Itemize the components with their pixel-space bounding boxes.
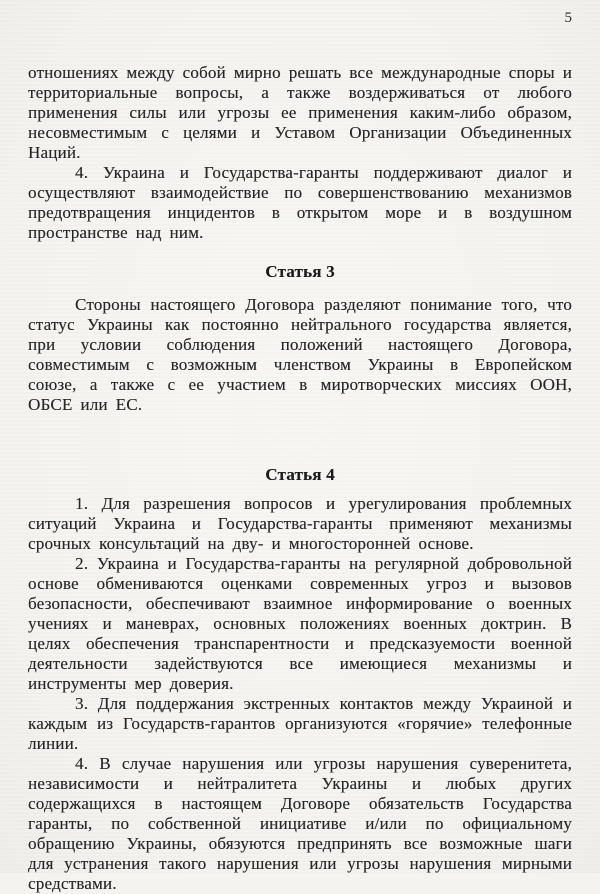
paragraph-continuation: отношениях между собой мирно решать все международные споры и территориальные вопросы, а также воздерживаться от любого применения силы или угрозы ее применения каким-либо образом, несовместимым с целями и Уставом Организации Объединенных Наций. <box>28 63 572 162</box>
article-4-heading: Статья 4 <box>265 465 335 484</box>
article-3-heading: Статья 3 <box>265 262 335 281</box>
paragraph-article4-item3: 3. Для поддержания экстренных контактов между Украиной и каждым из Государств-гарантов организуются «горячие» телефонные линии. <box>28 694 572 753</box>
paragraph-article2-item4: 4. Украина и Государства-гаранты поддерживают диалог и осуществляют взаимодействие по совершенствованию механизмов предотвращения инцидентов в открытом море и в воздушном пространстве над ним. <box>28 163 572 242</box>
paragraph-article4-item1: 1. Для разрешения вопросов и урегулирования проблемных ситуаций Украина и Государства-гаранты применяют механизмы срочных консультаций на дву- и многосторонней основе. <box>28 494 572 553</box>
paragraph-article4-item4: 4. В случае нарушения или угрозы нарушения суверенитета, независимости и нейтралитета Украины и любых других содержащихся в настоящем Договоре обязательств Государства гаранты, по собственной инициативе и/или по официальному обращению Украины, обязуются предпринять все возможные шаги для устранения такого нарушения или угрозы нарушения мирными средствами. <box>28 754 572 893</box>
page-number: 5 <box>564 10 572 26</box>
paragraph-article4-item2: 2. Украина и Государства-гаранты на регулярной добровольной основе обмениваются оценками современных угроз и вызовов безопасности, обеспечивают взаимное информирование о военных учениях и маневрах, основных положениях военных доктрин. В целях обеспечения транспарентности и предсказуемости военной деятельности задействуются все имеющиеся механизмы и инструменты мер доверия. <box>28 554 572 693</box>
paragraph-article3: Стороны настоящего Договора разделяют понимание того, что статус Украины как постоянно нейтрального государства является, при условии соблюдения положений настоящего Договора, совместимым с возможным членством Украины в Европейском союзе, а также с ее участием в миротворческих миссиях ООН, ОБСЕ или ЕС. <box>28 295 572 414</box>
